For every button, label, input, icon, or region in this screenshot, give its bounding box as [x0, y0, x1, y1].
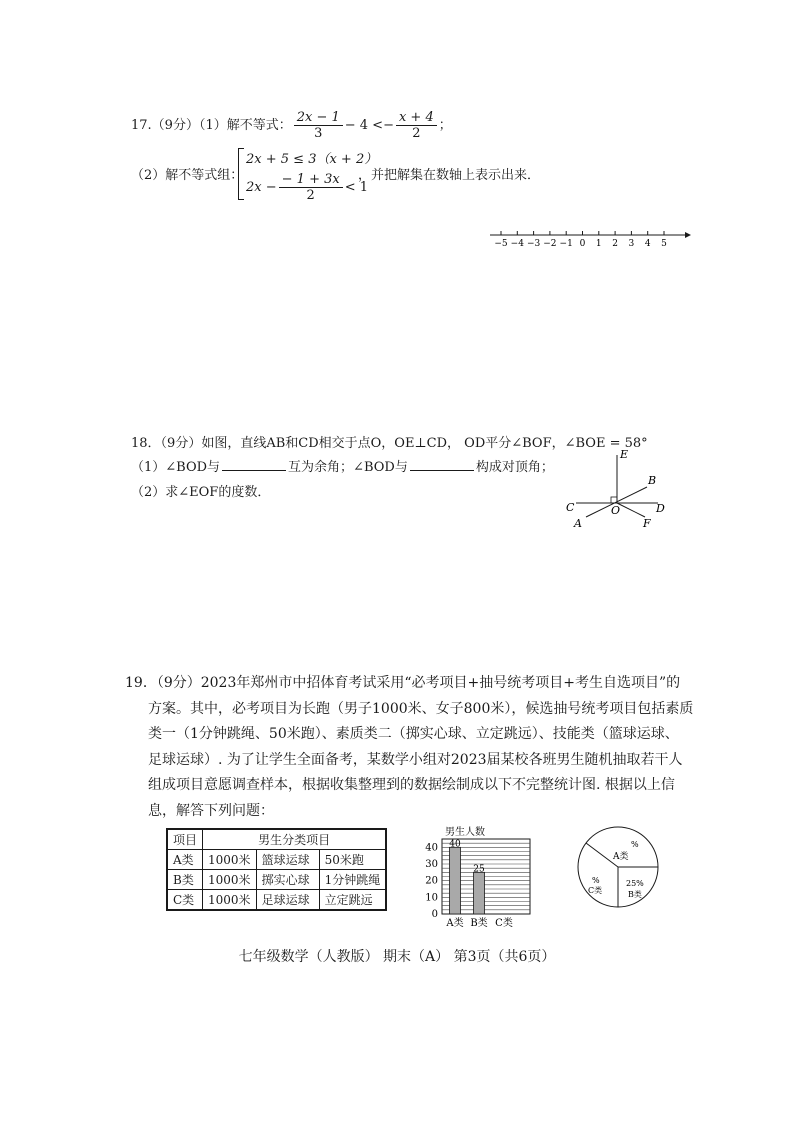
number-line-tick-label: 2 — [612, 239, 618, 249]
pie-slice-c-value: % — [592, 876, 600, 885]
y-tick-label: 0 — [431, 909, 438, 920]
y-tick-label: 10 — [425, 892, 438, 904]
y-tick-label: 30 — [425, 859, 438, 870]
bar — [474, 872, 485, 914]
q17-system-line-1: 2x + 5 ≤ 3（x + 2） — [246, 152, 378, 167]
x-tick-label: A类 — [446, 918, 464, 929]
label-o: O — [611, 504, 621, 517]
q17-system-line-2: 2x − $\frac{- 1 + 3x}{2}$ < 1 — [246, 172, 368, 203]
table-header-cell: 男生分类项目 — [203, 829, 387, 850]
q17-system-fraction: $\frac{- 1 + 3x}{2}$ — [279, 172, 343, 203]
q18-line-1: 18．（9分）如图，直线AB和CD相交于点O，OE⊥CD， OD平分∠BOF，∠BOE = 58° — [131, 436, 648, 451]
label-a: A — [574, 517, 582, 530]
table-row: A类 1000米 篮球运球 50米跑 — [167, 850, 386, 870]
number-line-tick-label: 3 — [628, 239, 635, 249]
ray-of — [617, 503, 645, 517]
bar — [450, 847, 461, 914]
q19-text — [125, 671, 693, 825]
pie-chart — [576, 823, 662, 913]
q18-part1: （1）∠BOD与 互为余角；∠BOD与 构成对顶角； — [131, 456, 554, 475]
q17-fraction-2: $\frac{x + 4}{2}$ — [396, 110, 437, 141]
number-line-tick-label: −5 — [494, 239, 508, 249]
x-tick-label: B类 — [470, 918, 488, 929]
pie-slice-b-label: B类 — [628, 890, 642, 899]
number-line — [485, 226, 695, 250]
q17-part2-tail: ，并把解集在数轴上表示出来． — [358, 168, 541, 183]
number-line-tick-label: −3 — [526, 239, 541, 249]
x-tick-label: C类 — [495, 918, 513, 929]
label-e: E — [620, 448, 629, 461]
y-tick-label: 20 — [425, 875, 438, 887]
label-f: F — [643, 517, 651, 530]
table-row: C类 1000米 足球运球 立定跳远 — [167, 890, 386, 911]
number-line-tick-label: −4 — [510, 239, 524, 249]
pie-slice-a-value: % — [631, 840, 639, 849]
q17-system-brace — [238, 148, 244, 200]
number-line-tick-label: −1 — [559, 239, 573, 249]
table-row: B类 1000米 掷实心球 1分钟跳绳 — [167, 870, 386, 890]
q17-part2-label: （2）解不等式组： — [131, 168, 244, 183]
category-table-wrap — [166, 828, 387, 911]
table-header-row — [167, 829, 386, 850]
q17-head: 17.（9分）（1）解不等式： — [131, 118, 292, 133]
number-line-tick-label: 5 — [661, 239, 667, 249]
q19-line: 足球运球）. 为了让学生全面备考，某数学小组对2023届某校各班男生随机抽取若干人 — [148, 751, 683, 768]
label-d: D — [656, 502, 665, 515]
pie-slice-a-label: A类 — [613, 852, 629, 862]
pie-slice-b-value: 25% — [626, 879, 644, 888]
q19-line: 组成项目意愿调查样本，根据收集整理到的数据绘制成以下不完整统计图. 根据以上信 — [148, 777, 675, 794]
number-line-tick-label: 1 — [595, 239, 602, 249]
table-header-cell: 项目 — [167, 829, 203, 850]
pie-slice-c-label: C类 — [588, 886, 603, 895]
bar-value-label: 25 — [473, 864, 485, 875]
q19-line: 19．（9分）2023年郑州市中招体育考试采用“必考项目+抽号统考项目+考生自选项目”的 — [125, 675, 681, 691]
label-c: C — [566, 501, 575, 514]
q19-line: 方案。其中，必考项目为长跑（男子1000米、女子800米），候选抽号统考项目包括素质 — [148, 700, 694, 717]
y-tick-label: 40 — [425, 842, 438, 854]
q17-part1: 17.（9分）（1）解不等式： $\frac{2x - 1}{3}$ − 4 <− $\frac{x + 4}{2}$ ； — [131, 110, 452, 141]
number-line-tick-label: 0 — [579, 239, 586, 249]
number-line-tick-label: 4 — [644, 239, 651, 249]
angle-figure — [560, 445, 670, 535]
q17-mid: − 4 <− — [344, 118, 394, 133]
answer-blank-1[interactable] — [222, 457, 286, 471]
bar-value-label: 40 — [449, 839, 461, 850]
answer-blank-2[interactable] — [410, 457, 474, 471]
category-table — [166, 828, 387, 911]
q18-part2: （2）求∠EOF的度数． — [131, 485, 271, 500]
bar-chart-title: 男生人数 — [445, 827, 485, 838]
bar-chart — [418, 822, 548, 934]
q19-line: 息，解答下列问题： — [148, 802, 274, 819]
label-b: B — [648, 474, 657, 487]
page-footer: 七年级数学（人教版） 期末（A） 第3页（共6页） — [238, 949, 556, 965]
q19-line: 类一（1分钟跳绳、50米跑）、素质类二（掷实心球、立定跳远）、技能类（篮球运球、 — [148, 726, 679, 743]
q17-fraction-1: $\frac{2x - 1}{3}$ — [294, 110, 343, 141]
number-line-tick-label: −2 — [543, 239, 557, 249]
